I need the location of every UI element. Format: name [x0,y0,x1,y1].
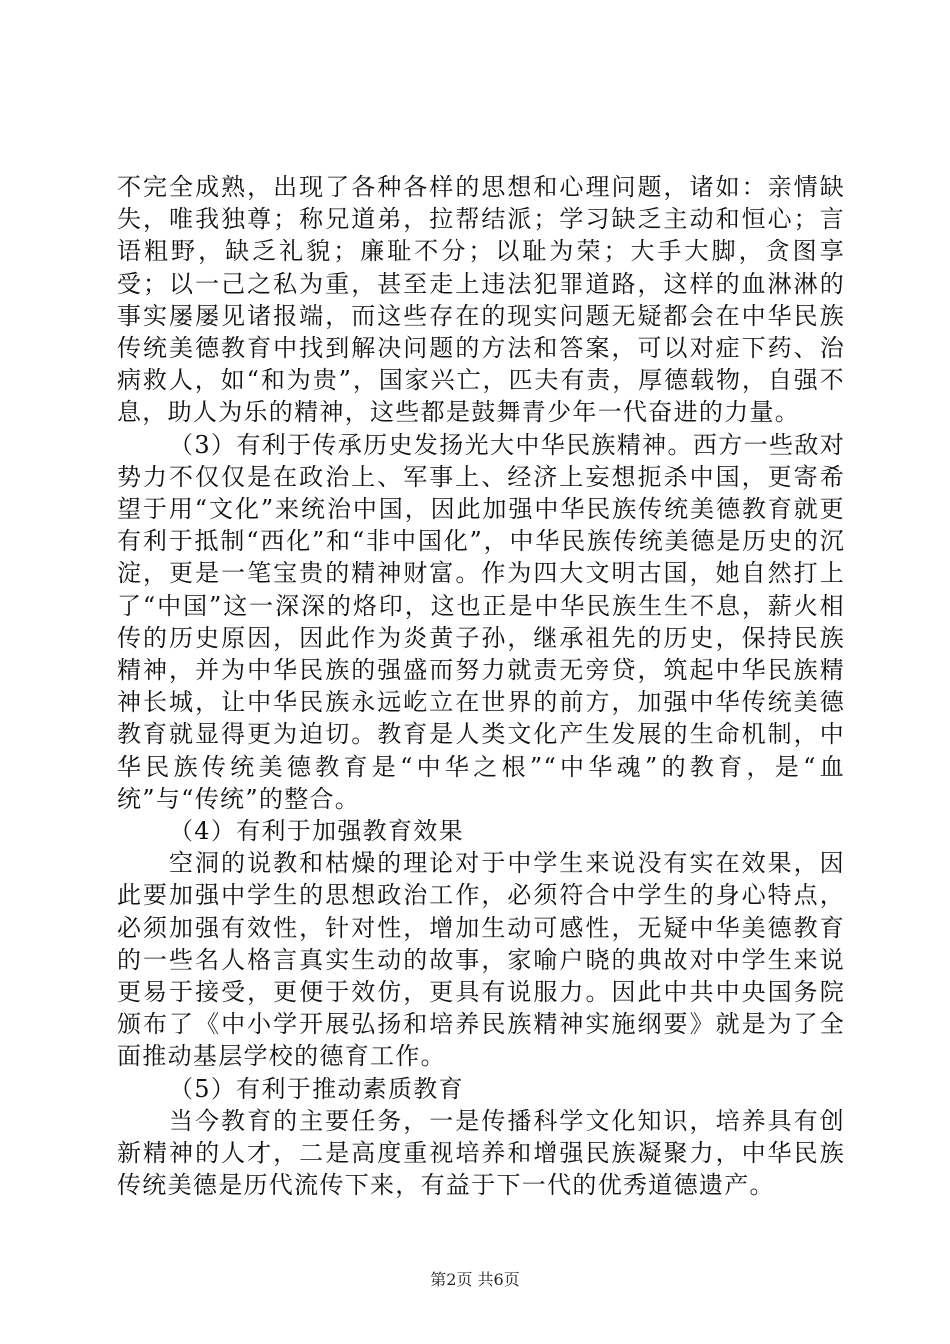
heading-point-4: （4）有利于加强教育效果 [169,817,464,846]
paragraph-point-4: 空洞的说教和枯燥的理论对于中学生来说没有实在效果，因此要加强中学生的思想政治工作，必须符合中学生的身心特点，必须加强有效性，针对性，增加生动可感性，无疑中华美德教育的一些名人格言真实生动的故事，家喻户晓的典故对中学生来说更易于接受，更便于效仿，更具有说服力。因此中共中央国务院颁布了《中小学开展弘扬和培养民族精神实施纲要》就是为了全面推动基层学校的德育工作。 [117,849,845,1071]
paragraph-continuation: 不完全成熟，出现了各种各样的思想和心理问题，诸如：亲情缺失，唯我独尊；称兄道弟，拉帮结派；学习缺乏主动和恒心；言语粗野，缺乏礼貌；廉耻不分；以耻为荣；大手大脚，贪图享受；以一己之私为重，甚至走上违法犯罪道路，这样的血淋淋的事实屡屡见诸报端，而这些存在的现实问题无疑都会在中华民族传统美德教育中找到解决问题的方法和答案，可以对症下药、治病救人，如“和为贵”，国家兴亡，匹夫有责，厚德载物，自强不息，助人为乐的精神，这些都是鼓舞青少年一代奋进的力量。 [117,173,845,427]
paragraph-point-3: （3）有利于传承历史发扬光大中华民族精神。西方一些敌对势力不仅仅是在政治上、军事上、经济上妄想扼杀中国，更寄希望于用“文化”来统治中国，因此加强中华民族传统美德教育就更有利于抵制“西化”和“非中国化”，中华民族传统美德是历史的沉淀，更是一笔宝贵的精神财富。作为四大文明古国，她自然打上了“中国”这一深深的烙印，这也正是中华民族生生不息，薪火相传的历史原因，因此作为炎黄子孙，继承祖先的历史，保持民族精神，并为中华民族的强盛而努力就责无旁贷，筑起中华民族精神长城，让中华民族永远屹立在世界的前方，加强中华传统美德教育就显得更为迫切。教育是人类文化产生发展的生命机制，中华民族传统美德教育是“中华之根”“中华魂”的教育，是“血统”与“传统”的整合。 [117,430,845,813]
heading-point-5: （5）有利于推动素质教育 [169,1074,464,1103]
page-footer: 第2页 共6页 [430,1270,520,1289]
document-body [117,171,845,1202]
paragraph-point-5: 当今教育的主要任务，一是传播科学文化知识，培养具有创新精神的人才，二是高度重视培养和增强民族凝聚力，中华民族传统美德是历代流传下来，有益于下一代的优秀道德遗产。 [117,1106,845,1200]
